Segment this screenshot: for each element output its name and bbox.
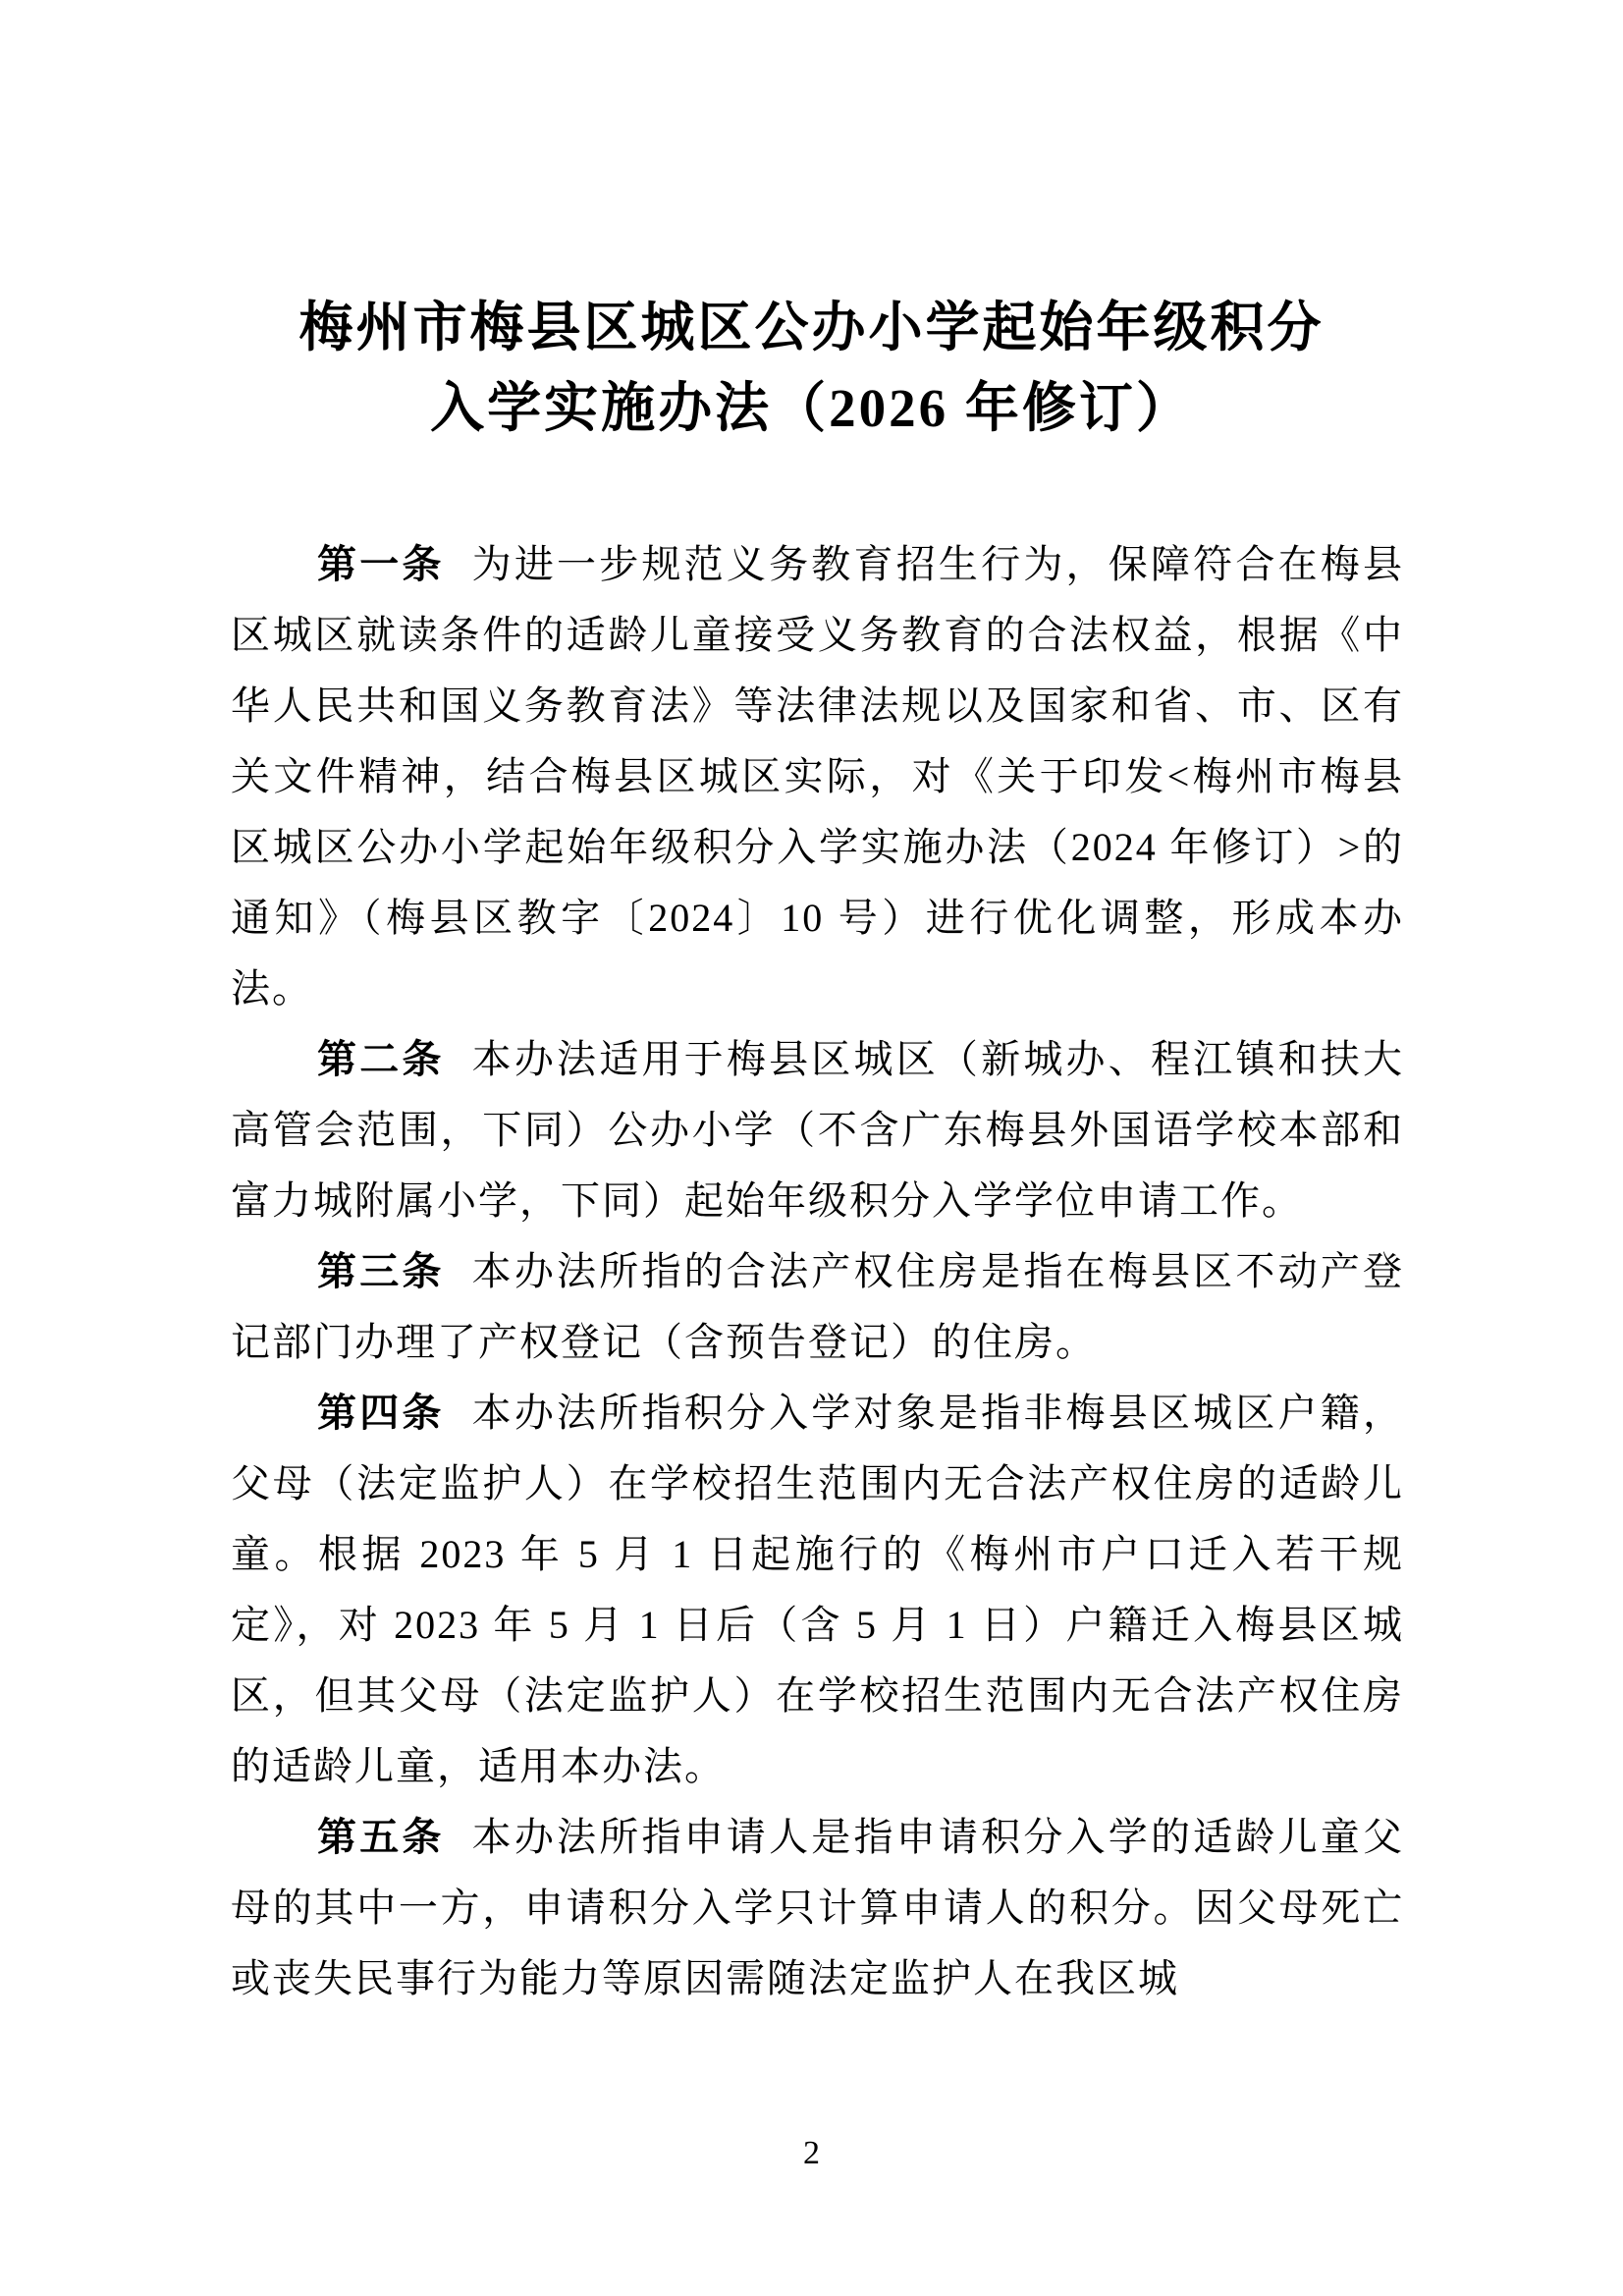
article-2-text: 本办法适用于梅县区城区（新城办、程江镇和扶大高管会范围，下同）公办小学（不含广东梅县外国语学校本部和富力城附属小学，下同）起始年级积分入学学位申请工作。	[231, 1037, 1404, 1223]
article-5	[231, 1802, 1404, 2014]
title-line-2: 入学实施办法（2026 年修订）	[430, 378, 1193, 438]
article-4	[231, 1378, 1404, 1802]
page-number: 2	[803, 2135, 820, 2171]
page-footer	[0, 2129, 1623, 2178]
article-2	[231, 1024, 1404, 1236]
article-5-text: 本办法所指申请人是指申请积分入学的适龄儿童父母的其中一方，申请积分入学只计算申请人的积分。因父母死亡或丧失民事行为能力等原因需随法定监护人在我区城	[231, 1815, 1404, 2000]
article-1-label: 第一条	[317, 542, 445, 586]
article-3	[231, 1236, 1404, 1378]
article-2-label: 第二条	[317, 1037, 445, 1081]
document-body	[231, 529, 1404, 2014]
document-title	[118, 288, 1505, 449]
article-1-text: 为进一步规范义务教育招生行为，保障符合在梅县区城区就读条件的适龄儿童接受义务教育的合法权益，根据《中华人民共和国义务教育法》等法律法规以及国家和省、市、区有关文件精神，结合梅县区城区实际，对《关于印发<梅州市梅县区城区公办小学起始年级积分入学实施办法（2024 年修订）>的通知》（梅县区教字〔2024〕10 号）进行优化调整，形成本办法。	[231, 542, 1404, 1011]
article-3-label: 第三条	[317, 1249, 445, 1293]
article-5-label: 第五条	[317, 1815, 445, 1859]
article-4-text: 本办法所指积分入学对象是指非梅县区城区户籍，父母（法定监护人）在学校招生范围内无合法产权住房的适龄儿童。根据 2023 年 5 月 1 日起施行的《梅州市户口迁入若干规定》，对 2023 年 5 月 1 日后（含 5 月 1 日）户籍迁入梅县区城区，但其父母（法定监护人）在学校招生范围内无合法产权住房的适龄儿童，适用本办法。	[231, 1391, 1404, 1788]
article-4-label: 第四条	[317, 1391, 445, 1435]
article-3-text: 本办法所指的合法产权住房是指在梅县区不动产登记部门办理了产权登记（含预告登记）的住房。	[231, 1249, 1404, 1364]
article-1	[231, 529, 1404, 1024]
title-line-1: 梅州市梅县区城区公办小学起始年级积分	[298, 298, 1325, 357]
